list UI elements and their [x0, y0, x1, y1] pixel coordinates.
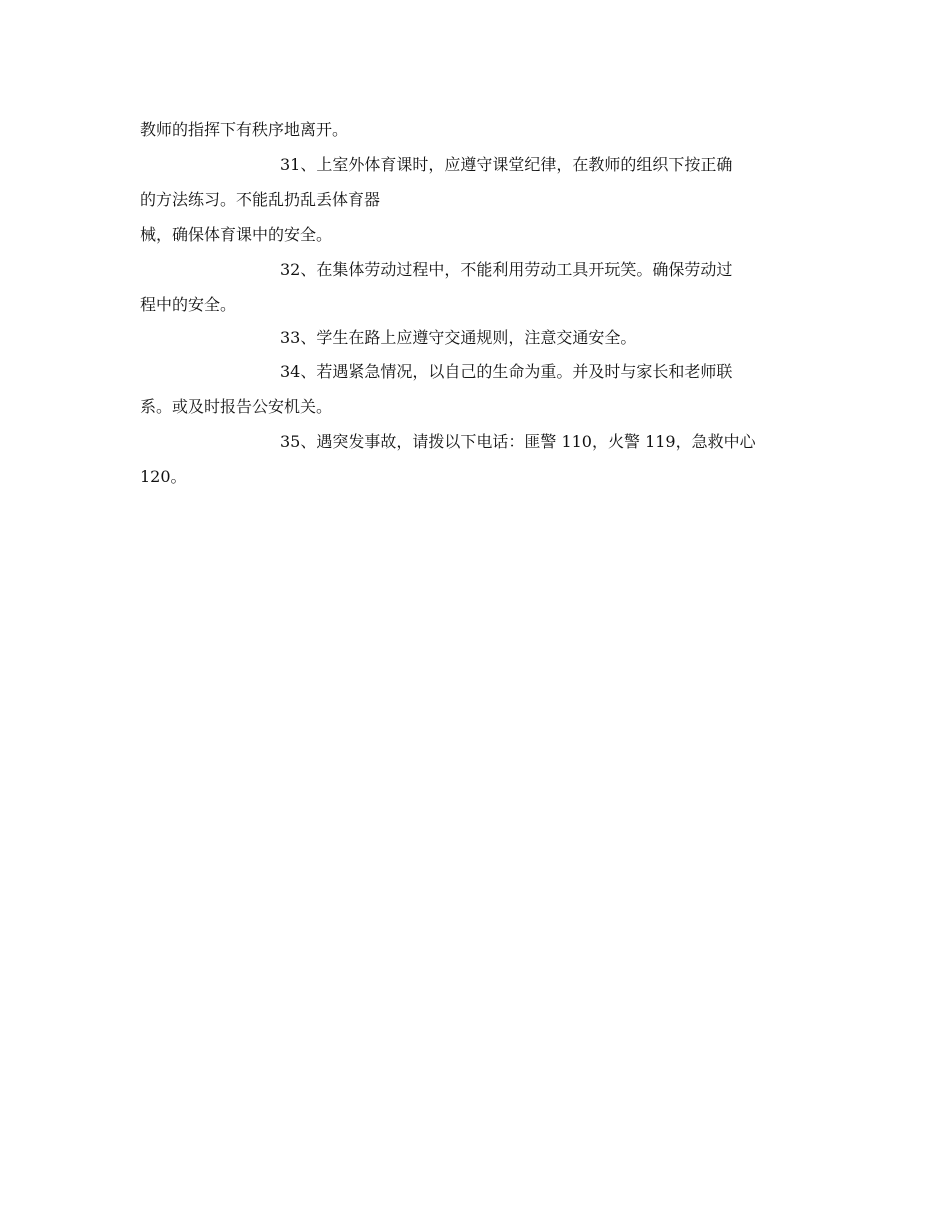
item-32-text: 32、在集体劳动过程中，不能利用劳动工具开玩笑。确保劳动过 — [280, 260, 733, 279]
text-line: 120。 — [140, 467, 187, 486]
item-34-text: 34、若遇紧急情况，以自己的生命为重。并及时与家长和老师联 — [280, 362, 733, 381]
text-line: 系。或及时报告公安机关。 — [140, 397, 333, 416]
item-35-text: 35、遇突发事故，请拨以下电话：匪警 110，火警 119，急救中心 — [280, 432, 756, 451]
text-line: 械，确保体育课中的安全。 — [140, 225, 333, 244]
item-31-text: 31、上室外体育课时，应遵守课堂纪律，在教师的组织下按正确 — [280, 155, 733, 174]
text-line: 教师的指挥下有秩序地离开。 — [140, 120, 349, 139]
text-line: 的方法练习。不能乱扔乱丢体育器 — [140, 190, 381, 209]
text-line: 程中的安全。 — [140, 295, 237, 314]
item-33-text: 33、学生在路上应遵守交通规则，注意交通安全。 — [280, 328, 637, 347]
